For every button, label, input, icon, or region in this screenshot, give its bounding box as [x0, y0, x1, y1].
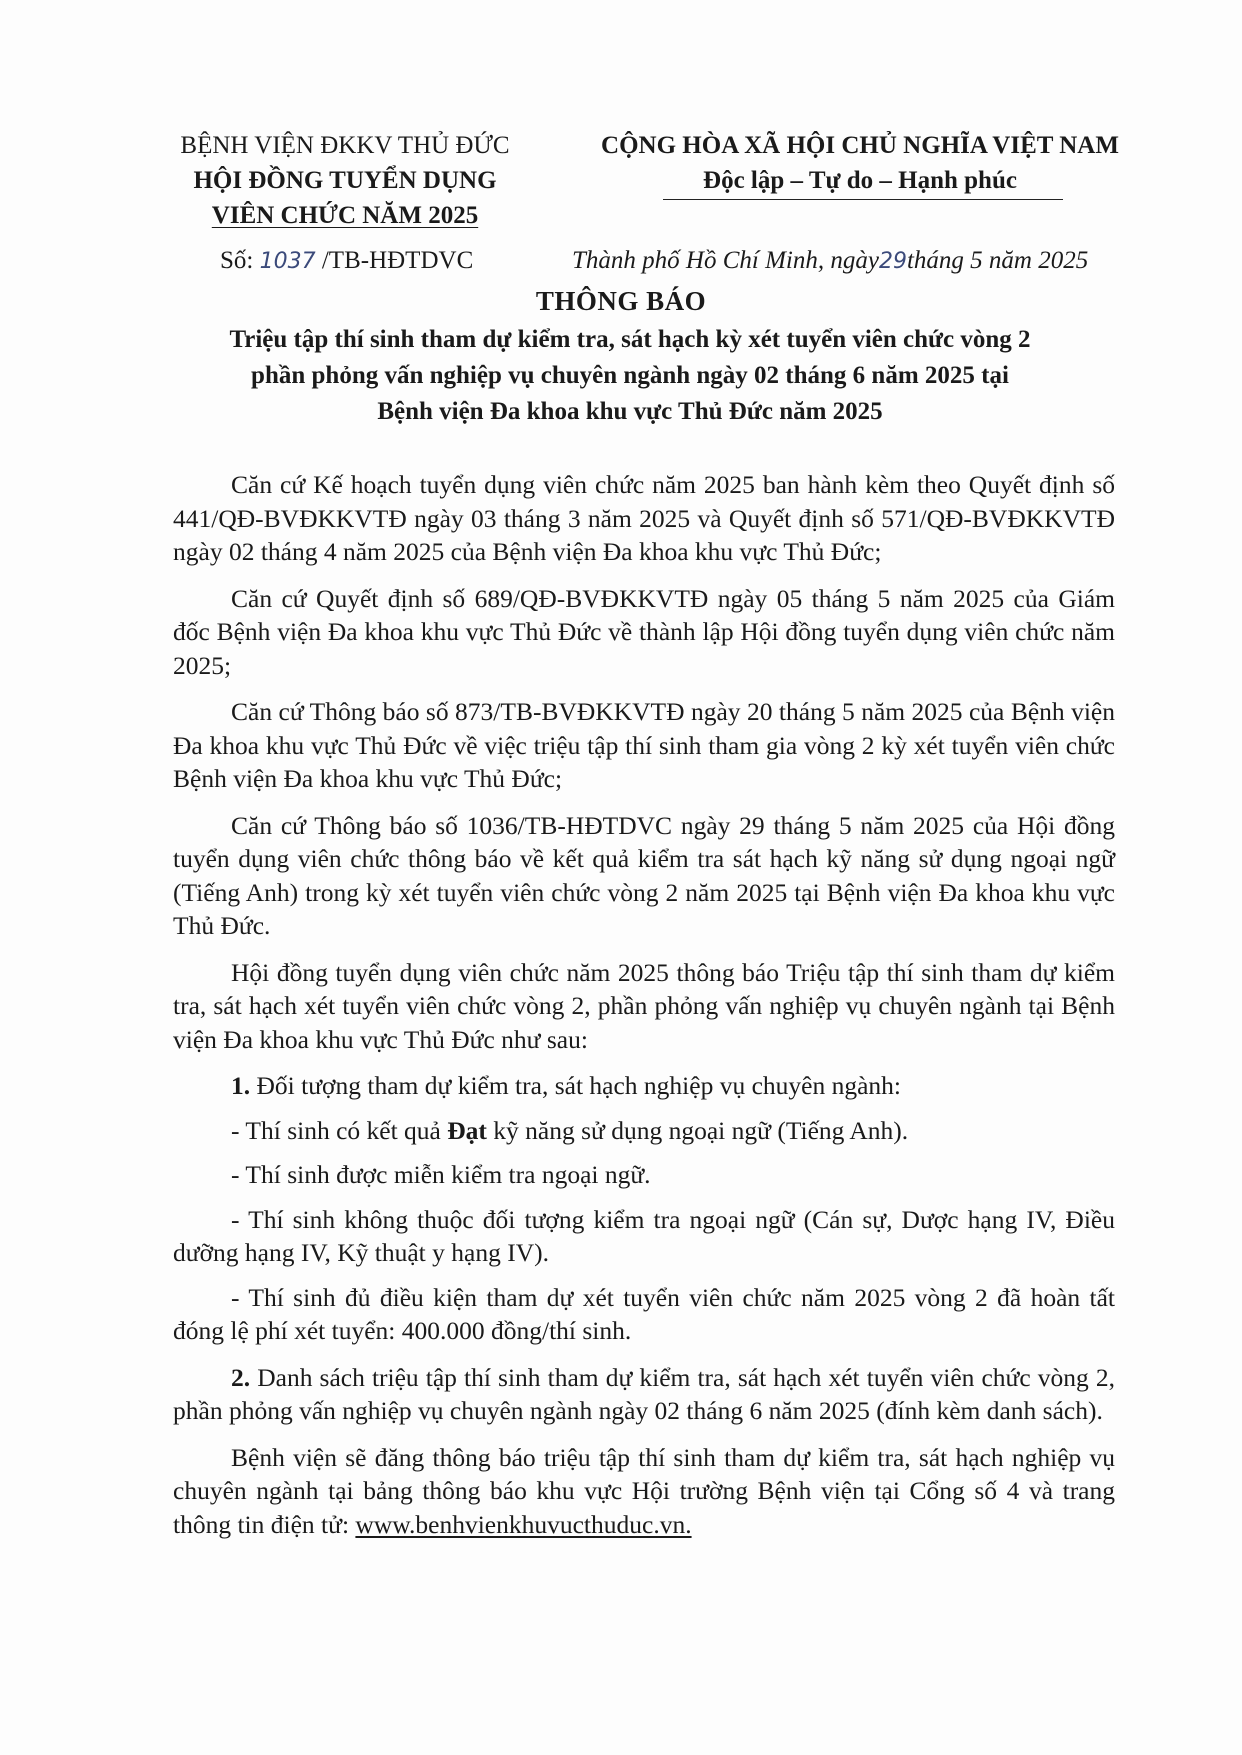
section-2 [173, 1361, 1115, 1428]
national-title: CỘNG HÒA XÃ HỘI CHỦ NGHĨA VIỆT NAM [601, 132, 1119, 159]
section-1-item-1-before: - Thí sinh có kết quả [231, 1115, 448, 1145]
document-subtitle [150, 322, 1110, 430]
document-body [173, 468, 1115, 1554]
handwritten-number: 1037 [259, 249, 316, 274]
place-date [572, 247, 1088, 275]
issuer-hospital-name: BỆNH VIỆN ĐKKV THỦ ĐỨC [180, 132, 510, 159]
section-1-heading-text: Đối tượng tham dự kiểm tra, sát hạch nghiệp vụ chuyên ngành: [250, 1071, 901, 1100]
national-header [560, 128, 1160, 198]
section-1-item-2: - Thí sinh được miễn kiểm tra ngoại ngữ. [231, 1160, 651, 1189]
subtitle-line-3: Bệnh viện Đa khoa khu vực Thủ Đức năm 2025 [377, 398, 883, 425]
section-1-heading [173, 1069, 1115, 1103]
closing-paragraph [173, 1441, 1115, 1542]
document-number-suffix: /TB-HĐTDVC [315, 247, 474, 274]
paragraph-basis-plan: Căn cứ Kế hoạch tuyển dụng viên chức năm 2025 ban hành kèm theo Quyết định số 441/QĐ-BVĐKKVTĐ ngày 03 tháng 3 năm 2025 và Quyết định số 571/QĐ-BVĐKKVTĐ ngày 02 tháng 4 năm 2025 của Bệnh viện Đa khoa khu vực Thủ Đức; [173, 470, 1115, 566]
section-1-item-1 [173, 1114, 1115, 1148]
section-1-item-1-bold: Đạt [447, 1115, 487, 1145]
closing-text: Bệnh viện sẽ đăng thông báo triệu tập thí sinh tham dự kiểm tra, sát hạch nghiệp vụ chuyên ngành tại bảng thông báo khu vực Hội trường Bệnh viện tại Cổng số 4 và trang thông tin điện tử: [173, 1442, 1115, 1539]
handwritten-day: 29 [878, 249, 907, 274]
section-1-item-1-after: kỹ năng sử dụng ngoại ngữ (Tiếng Anh). [486, 1115, 909, 1145]
issuer-council-year [145, 198, 545, 233]
section-2-text: Danh sách triệu tập thí sinh tham dự kiểm tra, sát hạch xét tuyển viên chức vòng 2, phần phỏng vấn nghiệp vụ chuyên ngành ngày 02 tháng 6 năm 2025 (đính kèm danh sách). [173, 1362, 1115, 1425]
document-number [220, 247, 473, 275]
website-link[interactable]: www.benhvienkhuvucthuduc.vn. [355, 1509, 692, 1539]
place-date-after: tháng 5 năm 2025 [906, 247, 1089, 274]
issuer-council-name: HỘI ĐỒNG TUYỂN DỤNG [193, 167, 497, 194]
issuer-header [145, 128, 545, 233]
section-1-item-3: - Thí sinh không thuộc đối tượng kiểm tra ngoại ngữ (Cán sự, Dược hạng IV, Điều dưỡng hạng IV, Kỹ thuật y hạng IV). [173, 1204, 1115, 1267]
subtitle-line-1: Triệu tập thí sinh tham dự kiểm tra, sát hạch kỳ xét tuyển viên chức vòng 2 [229, 326, 1031, 353]
paragraph-basis-notice-873: Căn cứ Thông báo số 873/TB-BVĐKKVTĐ ngày 20 tháng 5 năm 2025 của Bệnh viện Đa khoa khu vực Thủ Đức về việc triệu tập thí sinh tham gia vòng 2 kỳ xét tuyển viên chức Bệnh viện Đa khoa khu vực Thủ Đức; [173, 697, 1115, 793]
national-motto: Độc lập – Tự do – Hạnh phúc [703, 167, 1017, 194]
section-2-number: 2. [231, 1362, 251, 1392]
subtitle-line-2: phần phỏng vấn nghiệp vụ chuyên ngành ngày 02 tháng 6 năm 2025 tại [251, 362, 1009, 389]
document-title: THÔNG BÁO [535, 286, 707, 316]
paragraph-announcement: Hội đồng tuyển dụng viên chức năm 2025 thông báo Triệu tập thí sinh tham dự kiểm tra, sát hạch xét tuyển viên chức vòng 2, phần phỏng vấn nghiệp vụ chuyên ngành tại Bệnh viện Đa khoa khu vực Thủ Đức như sau: [173, 957, 1115, 1054]
section-1-number: 1. [231, 1071, 251, 1100]
document-number-prefix: Số: [220, 247, 260, 274]
place-date-before: Thành phố Hồ Chí Minh, ngày [572, 247, 879, 274]
motto-divider [663, 199, 1063, 200]
paragraph-basis-notice-1036: Căn cứ Thông báo số 1036/TB-HĐTDVC ngày 29 tháng 5 năm 2025 của Hội đồng tuyển dụng viên chức thông báo về kết quả kiểm tra sát hạch kỹ năng sử dụng ngoại ngữ (Tiếng Anh) trong kỳ xét tuyển viên chức vòng 2 năm 2025 tại Bệnh viện Đa khoa khu vực Thủ Đức. [173, 810, 1115, 940]
section-1-item-4: - Thí sinh đủ điều kiện tham dự xét tuyển viên chức năm 2025 vòng 2 đã hoàn tất đóng lệ phí xét tuyển: 400.000 đồng/thí sinh. [173, 1282, 1115, 1345]
issuer-council-year-text: VIÊN CHỨC NĂM 2025 [211, 202, 479, 229]
paragraph-basis-decision: Căn cứ Quyết định số 689/QĐ-BVĐKKVTĐ ngày 05 tháng 5 năm 2025 của Giám đốc Bệnh viện Đa khoa khu vực Thủ Đức về thành lập Hội đồng tuyển dụng viên chức năm 2025; [173, 583, 1115, 680]
